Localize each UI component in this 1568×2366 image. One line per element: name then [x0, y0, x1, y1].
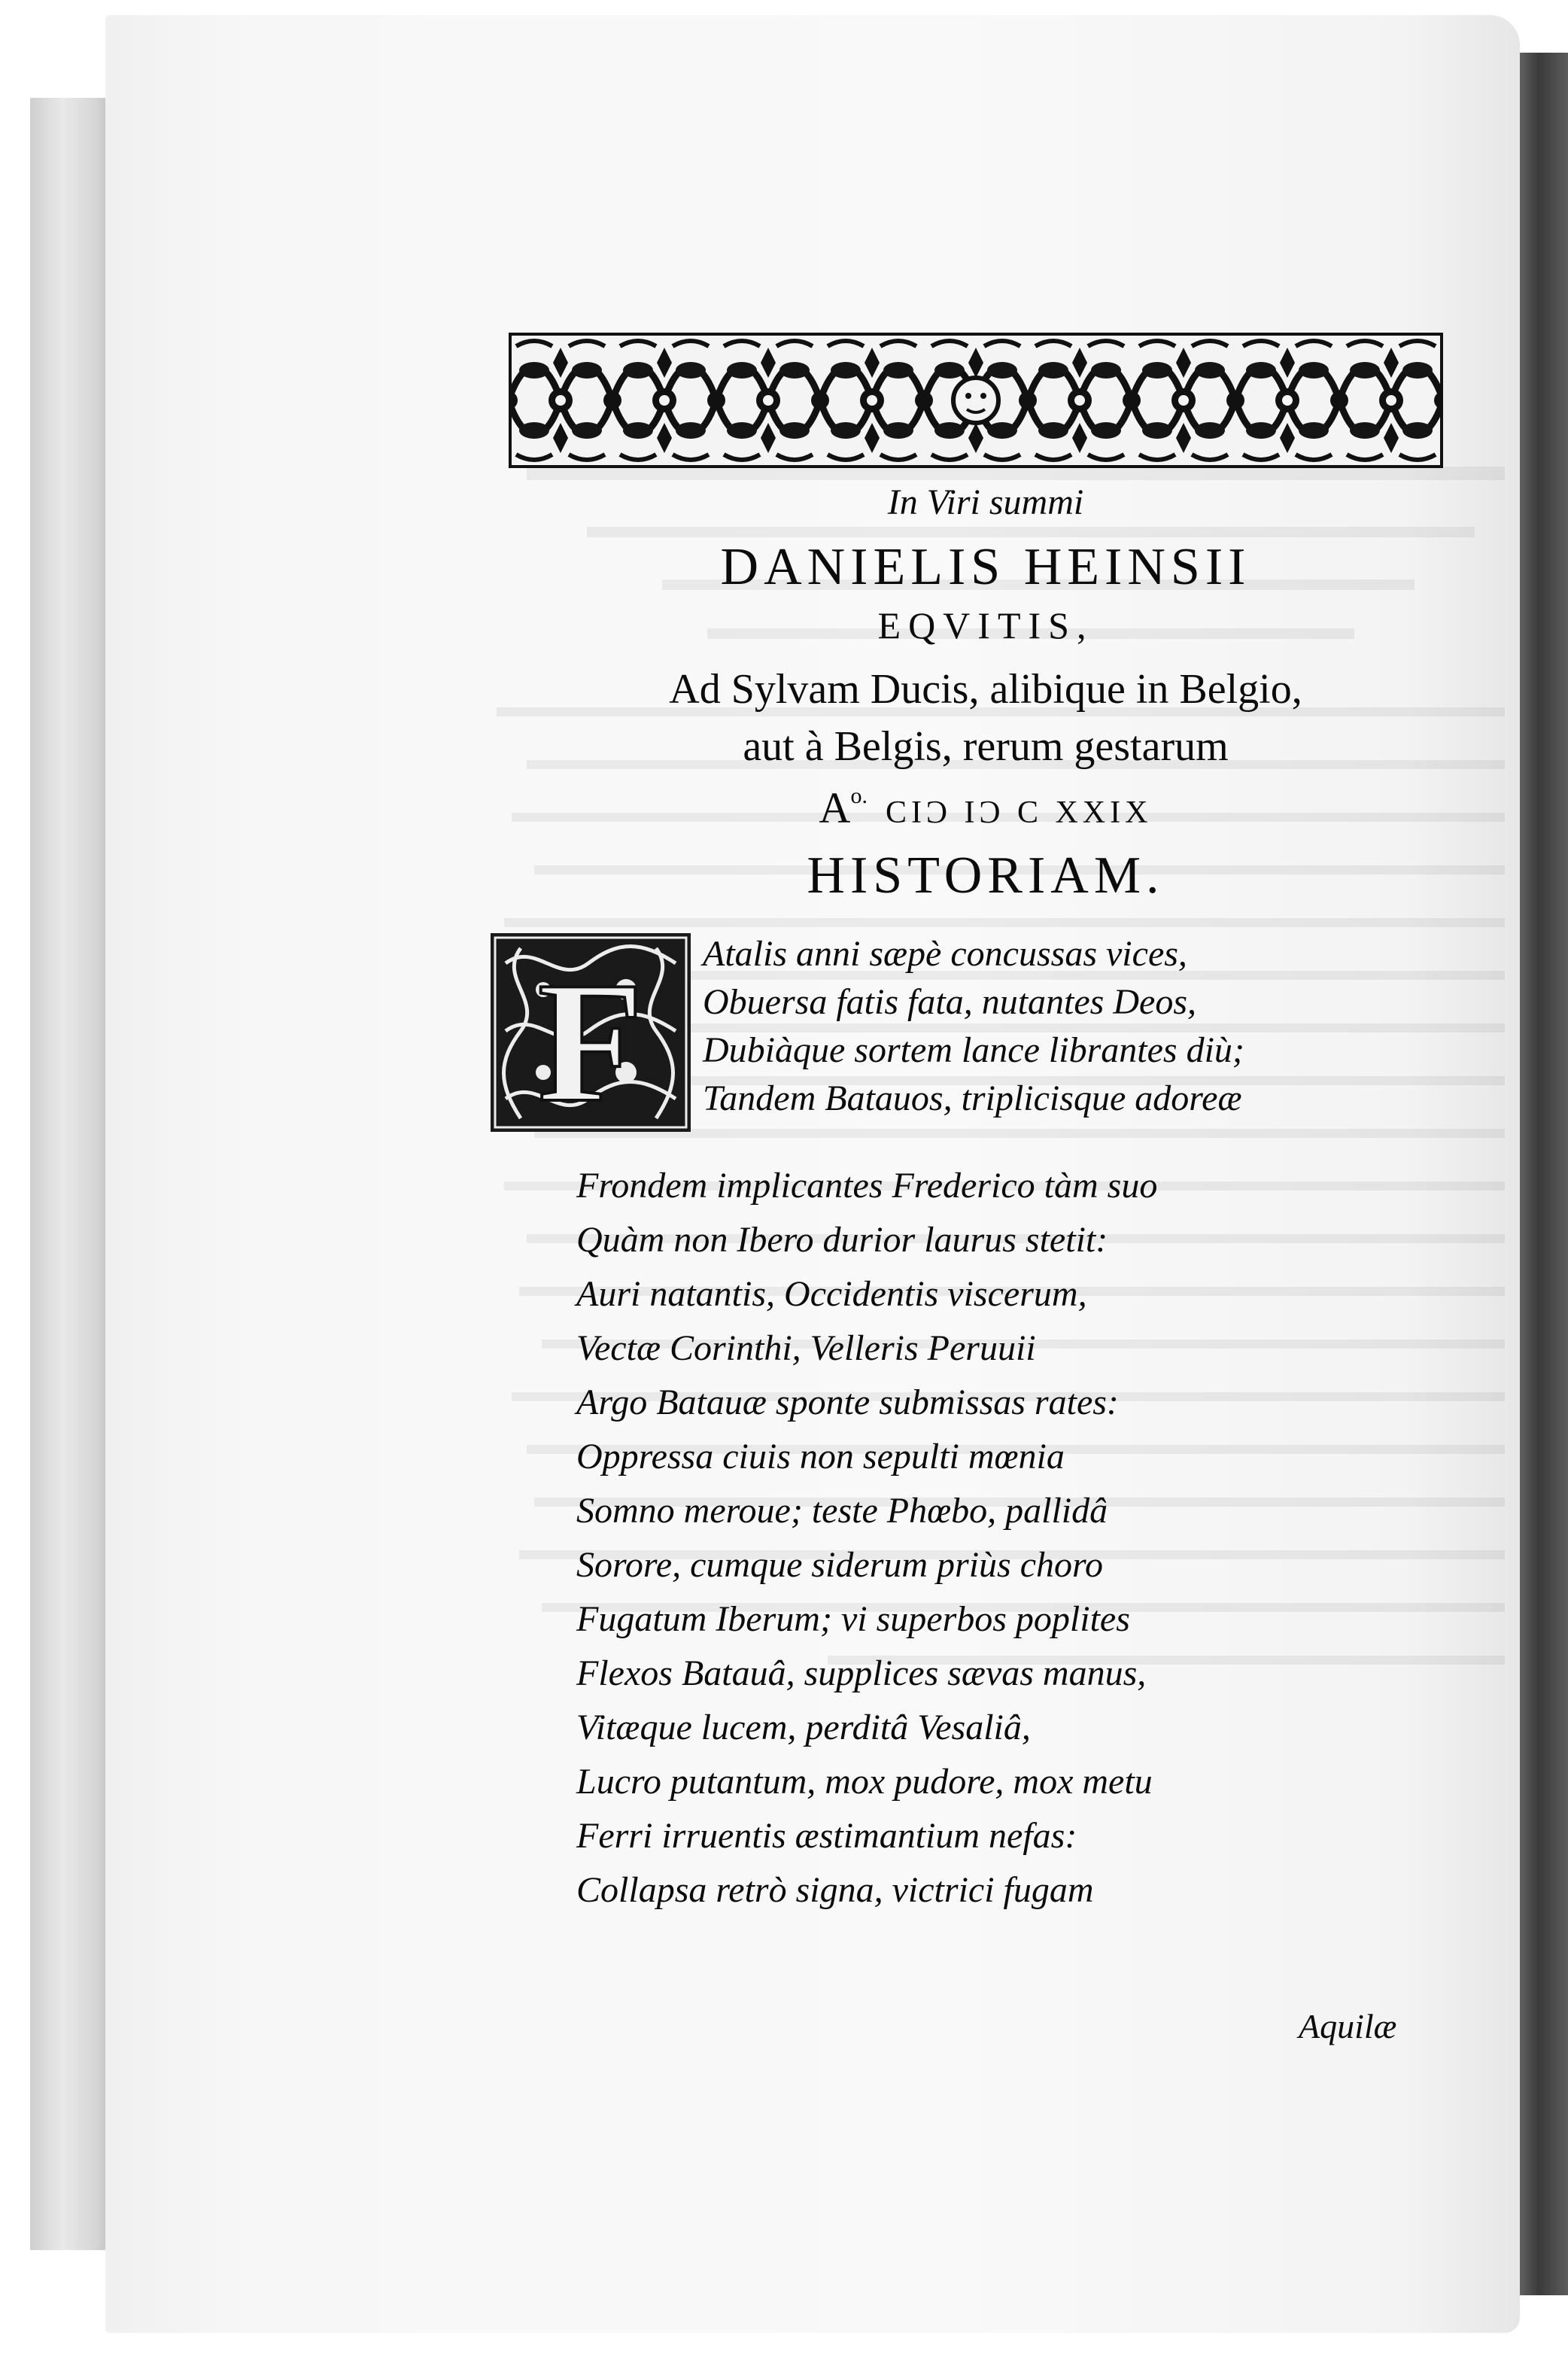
poem-line: Sorore, cumque siderum priùs choro: [576, 1545, 1103, 1585]
poem-line: Somno meroue; teste Phœbo, pallidâ: [576, 1491, 1108, 1531]
ornamental-headpiece: [509, 333, 1443, 468]
heading-year: [482, 783, 1490, 833]
initial-letter: F: [537, 946, 644, 1132]
poem-line: Quàm non Ibero durior laurus stetit:: [576, 1220, 1108, 1260]
poem-line: Dubiàque sortem lance librantes diù;: [703, 1030, 1244, 1070]
poem-line: Auri natantis, Occidentis viscerum,: [576, 1274, 1087, 1314]
poem-line: Atalis anni sæpè concussas vices,: [703, 934, 1187, 974]
poem-line: Vitæque lucem, perditâ Vesaliâ,: [576, 1708, 1031, 1747]
heading-author: DANIELIS HEINSII: [720, 538, 1251, 596]
poem-line: Oppressa ciuis non sepulti mœnia: [576, 1437, 1065, 1476]
poem-line: Tandem Batauos, triplicisque adoreæ: [703, 1078, 1242, 1118]
poem-line: Lucro putantum, mox pudore, mox metu: [576, 1762, 1153, 1802]
poem-line: Flexos Batauâ, supplices sævas manus,: [576, 1653, 1147, 1693]
poem-line: Frondem implicantes Frederico tàm suo: [576, 1166, 1158, 1206]
book-fore-edge-left: [30, 98, 115, 2250]
year-prefix: A: [819, 783, 851, 832]
heading-in-viri: In Viri summi: [887, 482, 1084, 522]
year-numeral: CIϽ IϽ C XXIX: [885, 795, 1153, 830]
poem-line: Obuersa fatis fata, nutantes Deos,: [703, 982, 1196, 1022]
poem-line: Vectæ Corinthi, Velleris Peruuii: [576, 1328, 1036, 1368]
year-superscript: o.: [850, 783, 868, 808]
heading-equitis: EQVITIS,: [877, 604, 1094, 646]
poem-line: Collapsa retrò signa, victrici fugam: [576, 1870, 1094, 1910]
poem-line: Argo Batauæ sponte submissas rates:: [576, 1382, 1119, 1422]
poem-line: Ferri irruentis æstimantium nefas:: [576, 1816, 1077, 1856]
heading-subtitle-line-2: aut à Belgis, rerum gestarum: [743, 723, 1229, 770]
heading-subtitle-line-1: Ad Sylvam Ducis, alibique in Belgio,: [669, 666, 1302, 713]
decorated-initial: [491, 933, 691, 1132]
poem-line: Fugatum Iberum; vi superbos poplites: [576, 1599, 1130, 1639]
catchword: Aquilæ: [1299, 2007, 1397, 2045]
book-cover-edge-right: [1515, 53, 1568, 2295]
heading-historiam: HISTORIAM.: [807, 847, 1165, 905]
